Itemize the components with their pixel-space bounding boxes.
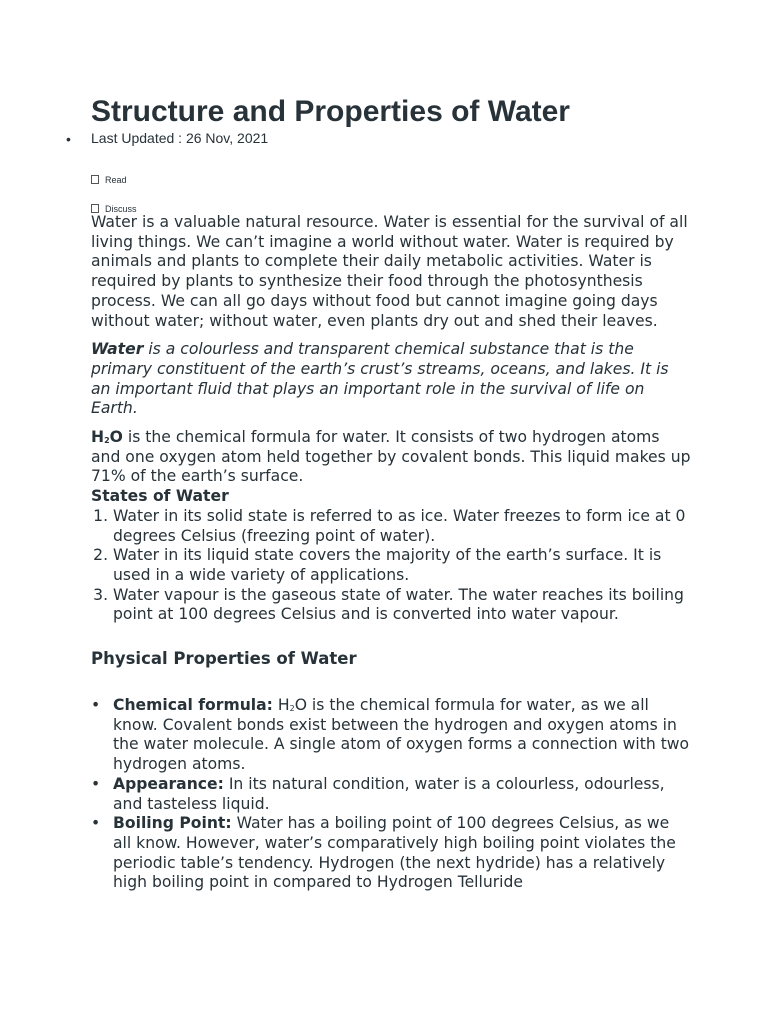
last-updated: [66, 130, 269, 148]
last-updated-label: Last Updated : 26 Nov, 2021: [91, 130, 269, 146]
definition-paragraph: [91, 340, 691, 419]
physical-properties-heading: Physical Properties of Water: [91, 649, 357, 669]
intro-paragraph: Water is a valuable natural resource. Water is essential for the survival of all living things. We can’t imagine a world without water. Water is required by animals and plants to complete their daily metabolic activities. Water is required by plants to synthesize their food through the photosynthesis process. We can all go days without food but cannot imagine going days without water; without water, even plants dry out and shed their leaves.: [91, 213, 688, 330]
list-item: 1. Water in its solid state is referred to as ice. Water freezes to form ice at 0 degrees Celsius (freezing point of water).: [113, 507, 691, 546]
formula-text: is the chemical formula for water. It consists of two hydrogen atoms and one oxygen atom held together by covalent bonds. This liquid makes up 71% of the earth’s surface.: [91, 428, 691, 486]
formula-term: $H_2O$: [91, 428, 123, 447]
article-body: [91, 213, 691, 893]
list-item: 3. Water vapour is the gaseous state of water. The water reaches its boiling point at 100 degrees Celsius and is converted into water vapour.: [113, 586, 691, 625]
property-term: Boiling Point:: [113, 814, 232, 833]
definition-text: is a colourless and transparent chemical substance that is the primary constituent of the earth’s crust’s streams, oceans, and lakes. It is an important fluid that plays an important role in the survival of life on Earth.: [91, 340, 669, 418]
states-heading: States of Water: [91, 487, 229, 506]
read-link[interactable]: [91, 174, 127, 186]
list-item: 2. Water in its liquid state covers the majority of the earth’s surface. It is used in a wide variety of applications.: [113, 546, 691, 585]
property-term: Chemical formula:: [113, 696, 273, 715]
formula-paragraph: [91, 428, 691, 487]
discuss-label: Discuss: [105, 204, 137, 214]
bullet-icon: •: [66, 131, 71, 147]
property-text: Water has a boiling point of 100 degrees Celsius, as we all know. However, water’s comparatively high boiling point violates the periodic table’s tendency. Hydrogen (the next hydride) has a relatively high boiling point in compared to Hydrogen Telluride: [113, 814, 676, 892]
properties-list: [91, 696, 691, 893]
read-icon: [91, 175, 99, 184]
property-text: In its natural condition, water is a colourless, odourless, and tasteless liquid.: [113, 774, 665, 813]
read-label: Read: [105, 175, 127, 185]
list-item: [113, 775, 691, 814]
discuss-icon: [91, 204, 99, 213]
page-title: Structure and Properties of Water: [91, 95, 570, 128]
property-text: O is the chemical formula for water, as we all know. Covalent bonds exist between the hydrogen and oxygen atoms in the water molecule. A single atom of oxygen forms a connection with two hydrogen atoms.: [113, 696, 690, 774]
states-list: [91, 507, 691, 625]
list-item: • Chemical formula: $H_2O$ is the chemical formula for water, as we all know. Covalent bonds exist between the hydrogen and oxygen atoms in the water molecule. A single atom of oxygen forms a connection with two hydrogen atoms.: [113, 696, 691, 775]
list-item: [113, 814, 691, 893]
definition-term: Water: [91, 340, 144, 359]
property-term: Appearance:: [113, 774, 224, 793]
